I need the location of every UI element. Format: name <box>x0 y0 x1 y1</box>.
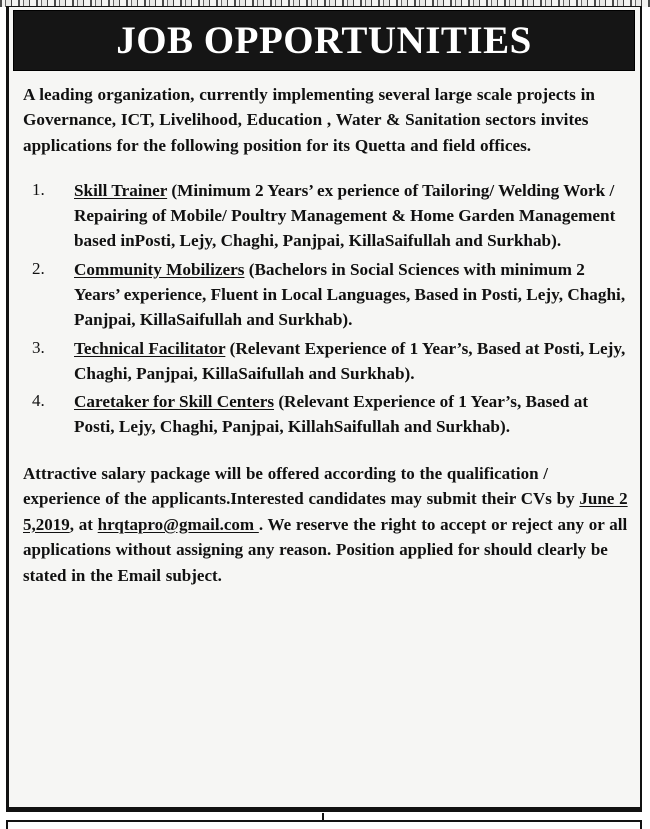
list-item-number: 1. <box>32 179 45 199</box>
job-details: (Minimum 2 Years’ ex perience of Tailoring/ Welding Work / Repairing of Mobile/ Poultry Management & Home Garden Management based inPosti, Lejy, Chaghi, Panjpai, KillaSaifullah and Surkhab). <box>74 180 616 251</box>
list-item <box>23 257 628 333</box>
job-details: (Relevant Experience of 1 Year’s, Based at Posti, Lejy, Chaghi, Panjpai, KillaSaifullah and Surkhab). <box>74 338 626 383</box>
job-title: Skill Trainer <box>74 180 168 200</box>
closing-text-part-2: , at <box>69 514 98 534</box>
closing-paragraph <box>23 461 628 589</box>
list-item-number: 4. <box>32 391 45 411</box>
column-divider-tick <box>322 813 324 820</box>
application-deadline: June 2 5,2019 <box>23 489 628 534</box>
job-title: Caretaker for Skill Centers <box>74 392 275 412</box>
list-item <box>23 336 628 387</box>
job-title: Community Mobilizers <box>74 259 245 279</box>
advertisement-frame <box>6 6 642 812</box>
closing-text-part-1: Attractive salary package will be offered according to the qualification / experience of the applicants.Interested candidates may submit their CVs by <box>23 463 580 509</box>
job-details: (Bachelors in Social Sciences with minimum 2 Years’ experience, Fluent in Local Languages, Based in Posti, Lejy, Chaghi, Panjpai, KillaSaifullah and Surkhab). <box>74 259 626 330</box>
job-positions-list <box>23 178 628 440</box>
contact-email[interactable]: hrqtapro@gmail.com <box>97 514 259 534</box>
headline-banner <box>13 10 635 71</box>
list-item-number: 3. <box>32 337 45 357</box>
intro-paragraph: A leading organization, currently implementing several large scale projects in Governance, ICT, Livelihood, Education , Water & Sanitation sectors invites applications for the following position for its Quetta and field offices. <box>23 85 595 155</box>
list-item <box>23 178 628 254</box>
job-title: Technical Facilitator <box>74 338 226 358</box>
next-advertisement-divider <box>6 820 642 829</box>
list-item <box>23 389 628 440</box>
page-title: JOB OPPORTUNITIES <box>116 19 532 62</box>
closing-text-part-3: . We reserve the right to accept or reject any or all applications without assigning any reason. Position applied for should clearly be stated in the Email subject. <box>23 514 628 585</box>
job-details: (Relevant Experience of 1 Year’s, Based at Posti, Lejy, Chaghi, Panjpai, KillahSaifullah and Surkhab). <box>74 392 589 437</box>
list-item-number: 2. <box>32 258 45 278</box>
advertisement-body <box>9 71 640 588</box>
